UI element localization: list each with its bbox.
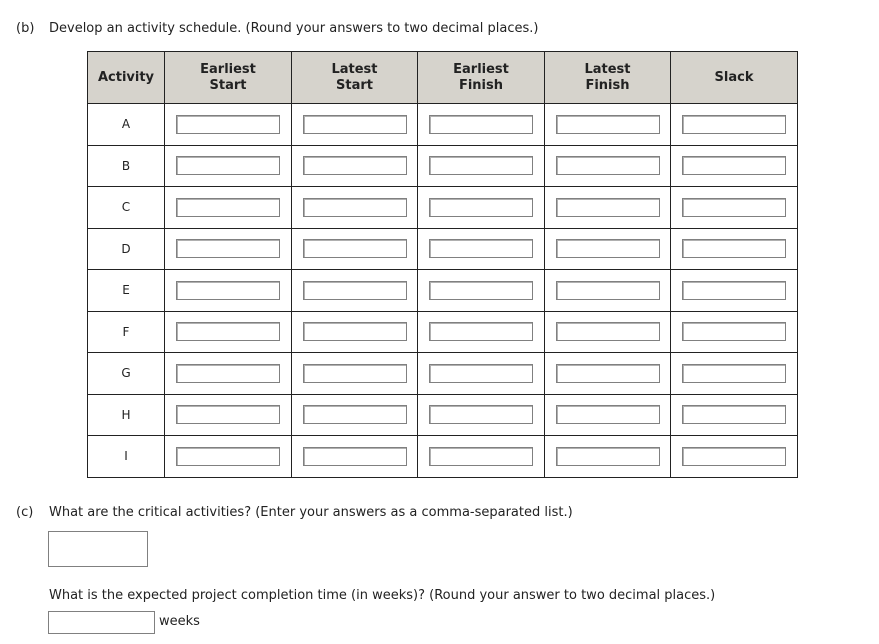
latest-start-cell [292, 270, 418, 312]
activity-cell: F [88, 311, 165, 353]
latest-finish-cell [545, 436, 671, 478]
earliest-finish-input[interactable] [429, 405, 533, 424]
latest-finish-input[interactable] [556, 405, 660, 424]
table-row [88, 353, 798, 395]
table-row [88, 270, 798, 312]
slack-cell [671, 228, 798, 270]
latest-finish-input[interactable] [556, 239, 660, 258]
slack-cell [671, 353, 798, 395]
header-earliest-finish: Earliest Finish [418, 52, 545, 104]
slack-input[interactable] [682, 198, 786, 217]
earliest-start-input[interactable] [176, 115, 280, 134]
latest-finish-cell [545, 311, 671, 353]
part-c-question: What are the critical activities? (Enter your answers as a comma-separated list.) [49, 505, 573, 520]
earliest-finish-input[interactable] [429, 322, 533, 341]
latest-start-input[interactable] [303, 239, 407, 258]
part-b-question: Develop an activity schedule. (Round your answers to two decimal places.) [49, 21, 539, 36]
earliest-start-cell [165, 311, 292, 353]
header-slack: Slack [671, 52, 798, 104]
activity-schedule-table [87, 51, 798, 478]
earliest-start-input[interactable] [176, 156, 280, 175]
earliest-start-input[interactable] [176, 239, 280, 258]
latest-start-cell [292, 436, 418, 478]
earliest-start-cell [165, 104, 292, 146]
slack-cell [671, 187, 798, 229]
latest-start-input[interactable] [303, 447, 407, 466]
earliest-start-cell [165, 270, 292, 312]
latest-finish-input[interactable] [556, 281, 660, 300]
earliest-start-input[interactable] [176, 405, 280, 424]
latest-start-input[interactable] [303, 115, 407, 134]
slack-input[interactable] [682, 405, 786, 424]
activity-cell: H [88, 394, 165, 436]
activity-cell: I [88, 436, 165, 478]
earliest-finish-cell [418, 436, 545, 478]
latest-finish-input[interactable] [556, 322, 660, 341]
earliest-finish-cell [418, 394, 545, 436]
activity-cell: E [88, 270, 165, 312]
earliest-start-cell [165, 187, 292, 229]
table-row [88, 145, 798, 187]
activity-cell: C [88, 187, 165, 229]
part-c-label: (c) [16, 505, 34, 520]
earliest-start-input[interactable] [176, 281, 280, 300]
earliest-start-input[interactable] [176, 447, 280, 466]
earliest-start-cell [165, 394, 292, 436]
table-row [88, 311, 798, 353]
latest-start-cell [292, 311, 418, 353]
latest-finish-cell [545, 145, 671, 187]
earliest-finish-cell [418, 104, 545, 146]
table-row [88, 104, 798, 146]
earliest-finish-cell [418, 187, 545, 229]
latest-finish-input[interactable] [556, 364, 660, 383]
activity-cell: B [88, 145, 165, 187]
earliest-finish-input[interactable] [429, 115, 533, 134]
latest-finish-cell [545, 270, 671, 312]
earliest-finish-input[interactable] [429, 364, 533, 383]
latest-finish-cell [545, 187, 671, 229]
latest-start-input[interactable] [303, 281, 407, 300]
latest-finish-input[interactable] [556, 115, 660, 134]
earliest-start-cell [165, 436, 292, 478]
earliest-finish-input[interactable] [429, 281, 533, 300]
latest-finish-input[interactable] [556, 198, 660, 217]
slack-input[interactable] [682, 281, 786, 300]
slack-input[interactable] [682, 156, 786, 175]
latest-start-cell [292, 187, 418, 229]
earliest-finish-input[interactable] [429, 239, 533, 258]
latest-finish-input[interactable] [556, 156, 660, 175]
earliest-finish-cell [418, 145, 545, 187]
latest-start-cell [292, 228, 418, 270]
critical-activities-input[interactable] [48, 531, 148, 567]
earliest-finish-input[interactable] [429, 156, 533, 175]
slack-cell [671, 436, 798, 478]
table-row [88, 228, 798, 270]
slack-cell [671, 311, 798, 353]
latest-start-input[interactable] [303, 405, 407, 424]
activity-cell: G [88, 353, 165, 395]
latest-start-input[interactable] [303, 364, 407, 383]
latest-finish-input[interactable] [556, 447, 660, 466]
completion-time-question: What is the expected project completion time (in weeks)? (Round your answer to two decimal places.) [49, 588, 716, 603]
slack-input[interactable] [682, 322, 786, 341]
earliest-start-cell [165, 145, 292, 187]
latest-finish-cell [545, 394, 671, 436]
activity-cell: A [88, 104, 165, 146]
header-latest-start: Latest Start [292, 52, 418, 104]
slack-cell [671, 104, 798, 146]
latest-start-cell [292, 145, 418, 187]
earliest-finish-cell [418, 228, 545, 270]
latest-start-input[interactable] [303, 198, 407, 217]
part-b-label: (b) [16, 21, 35, 36]
slack-input[interactable] [682, 364, 786, 383]
earliest-start-input[interactable] [176, 322, 280, 341]
latest-start-cell [292, 353, 418, 395]
earliest-start-input[interactable] [176, 198, 280, 217]
latest-finish-cell [545, 353, 671, 395]
earliest-finish-cell [418, 353, 545, 395]
latest-finish-cell [545, 228, 671, 270]
earliest-start-input[interactable] [176, 364, 280, 383]
table-row [88, 436, 798, 478]
latest-start-cell [292, 104, 418, 146]
slack-cell [671, 145, 798, 187]
earliest-finish-input[interactable] [429, 198, 533, 217]
earliest-finish-input[interactable] [429, 447, 533, 466]
header-activity: Activity [88, 52, 165, 104]
earliest-finish-cell [418, 311, 545, 353]
latest-start-input[interactable] [303, 156, 407, 175]
earliest-finish-cell [418, 270, 545, 312]
header-earliest-start: Earliest Start [165, 52, 292, 104]
latest-finish-cell [545, 104, 671, 146]
slack-cell [671, 270, 798, 312]
completion-time-input[interactable] [48, 611, 155, 634]
slack-cell [671, 394, 798, 436]
header-latest-finish: Latest Finish [545, 52, 671, 104]
earliest-start-cell [165, 228, 292, 270]
activity-cell: D [88, 228, 165, 270]
table-header-row [88, 52, 798, 104]
latest-start-cell [292, 394, 418, 436]
weeks-unit-label: weeks [159, 614, 200, 629]
slack-input[interactable] [682, 447, 786, 466]
slack-input[interactable] [682, 239, 786, 258]
earliest-start-cell [165, 353, 292, 395]
table-row [88, 187, 798, 229]
latest-start-input[interactable] [303, 322, 407, 341]
slack-input[interactable] [682, 115, 786, 134]
table-row [88, 394, 798, 436]
